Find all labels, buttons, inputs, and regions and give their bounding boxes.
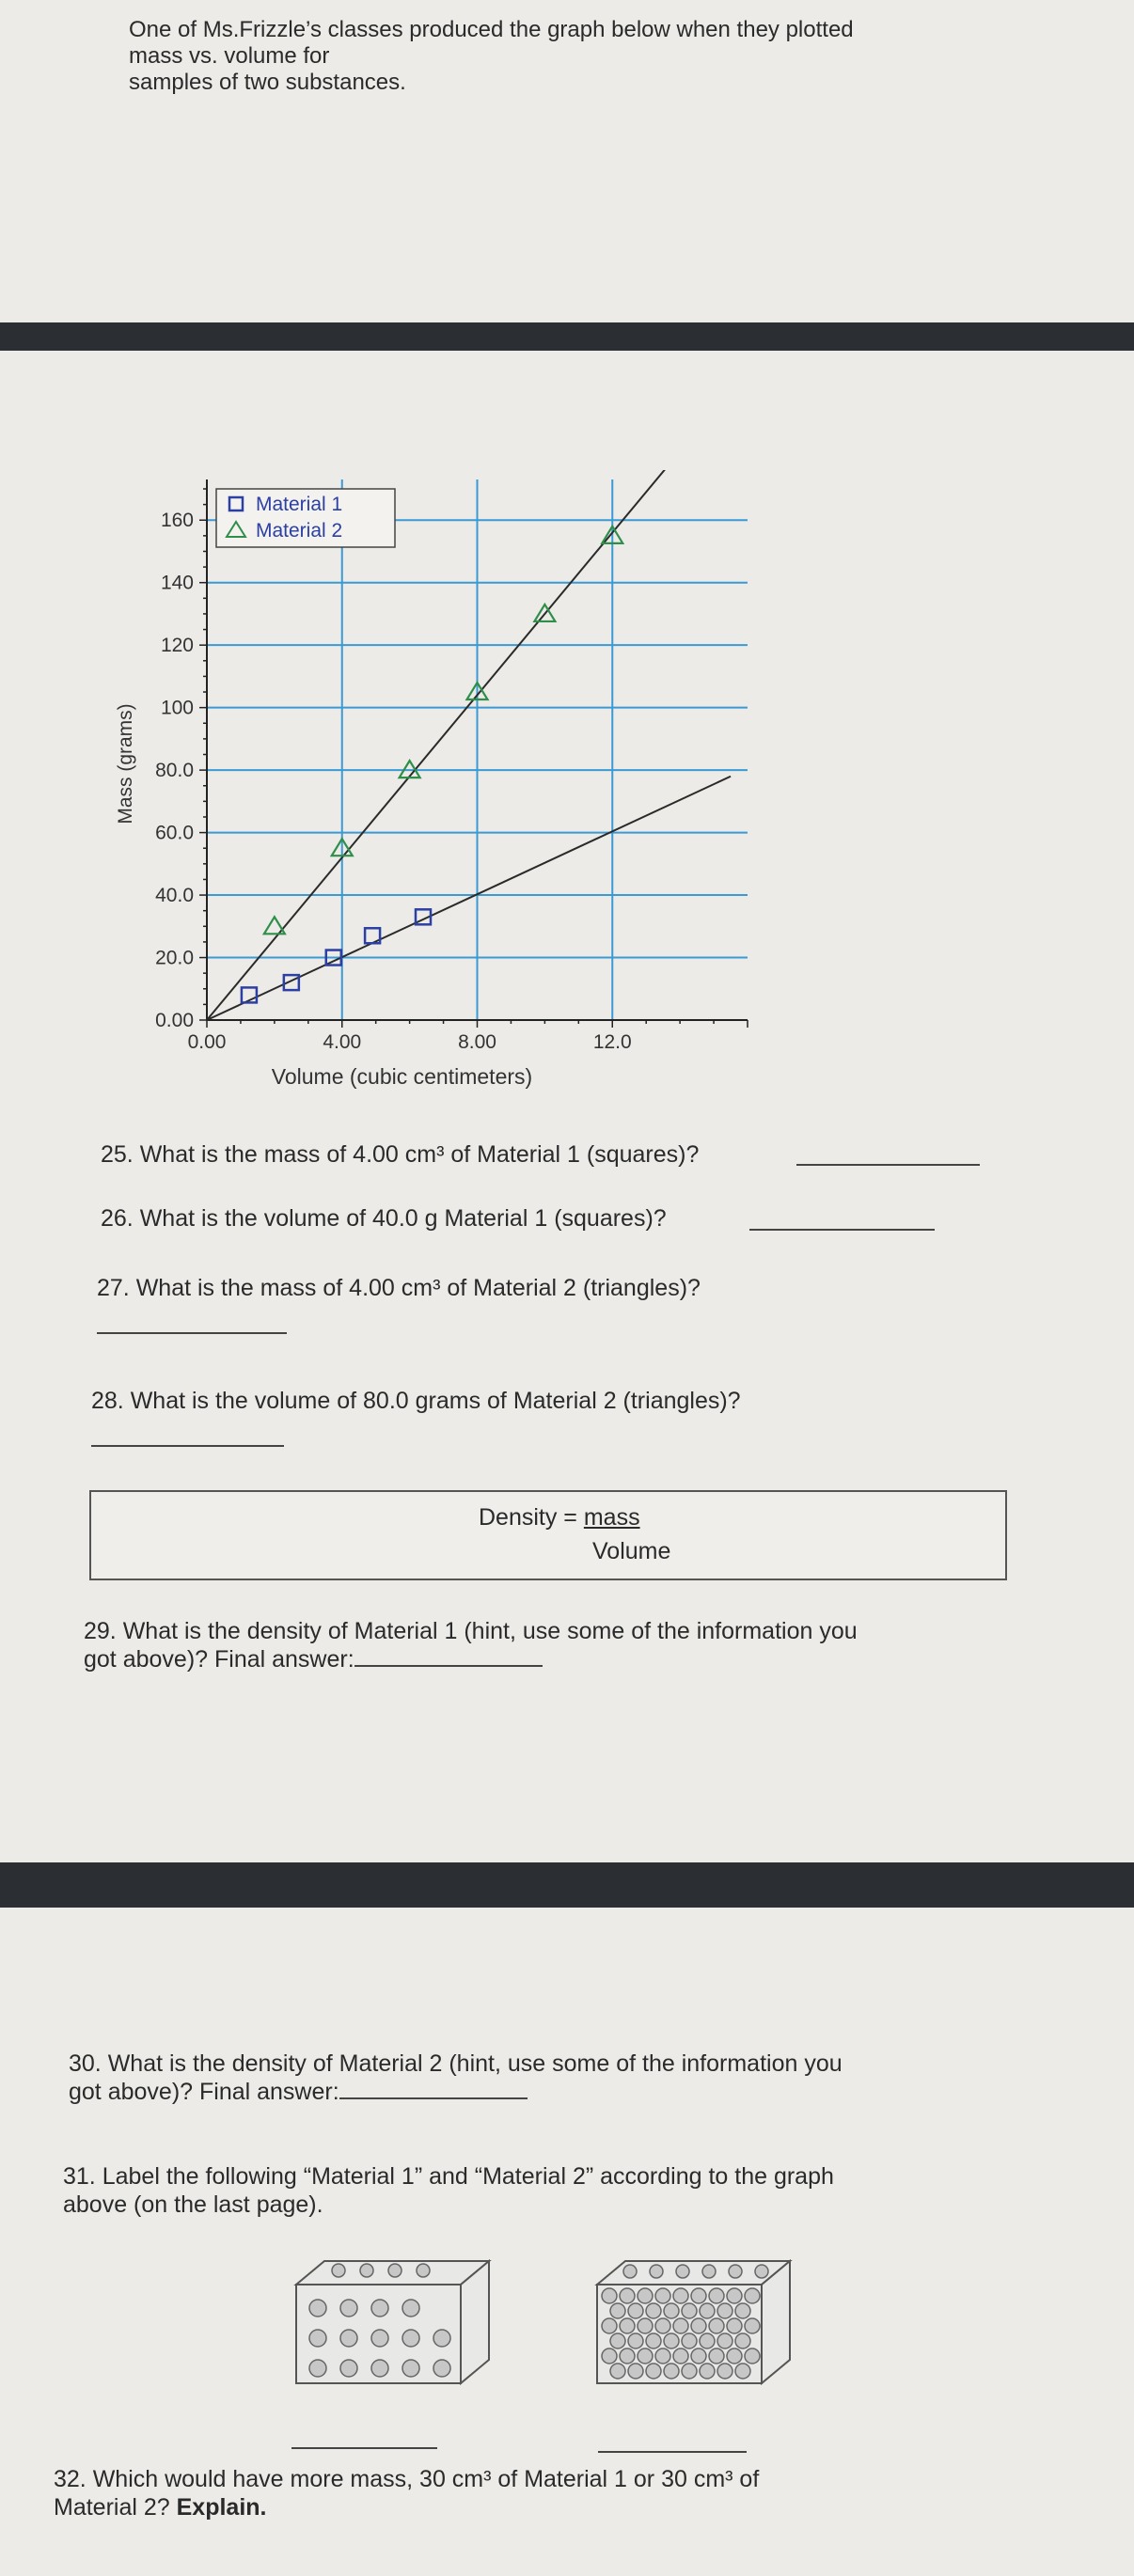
particle-dot (735, 2333, 750, 2348)
particle-dot (682, 2333, 697, 2348)
question-27-text: 27. What is the mass of 4.00 cm³ of Material 2 (triangles)? (97, 1275, 701, 1301)
particle-dot (682, 2303, 697, 2318)
particle-dot (709, 2348, 724, 2364)
particle-dot (402, 2300, 419, 2317)
intro-text (129, 17, 854, 96)
y-axis-label: Mass (grams) (115, 703, 136, 825)
particle-dot (602, 2348, 617, 2364)
particle-dot (650, 2265, 663, 2278)
question-28-text: 28. What is the volume of 80.0 grams of Material 2 (triangles)? (91, 1388, 741, 1414)
question-30 (69, 2050, 843, 2106)
x-tick-label: 0.00 (187, 1031, 227, 1053)
particle-dot (646, 2364, 661, 2379)
y-tick-label: 60.0 (155, 822, 194, 844)
question-31-line-1: 31. Label the following “Material 1” and “Material 2” according to the graph (63, 2163, 834, 2190)
question-25 (101, 1140, 699, 1169)
particle-dot (664, 2364, 679, 2379)
question-31 (63, 2162, 834, 2219)
particle-dot (340, 2330, 357, 2347)
particle-dot (655, 2318, 670, 2333)
particle-dot (628, 2303, 643, 2318)
particle-dot (700, 2333, 715, 2348)
particle-dot (638, 2318, 653, 2333)
answer-line-28[interactable] (91, 1445, 284, 1447)
particle-dot (646, 2303, 661, 2318)
particle-dot (709, 2318, 724, 2333)
particle-dot (360, 2264, 373, 2277)
cube-dense-particles (583, 2256, 799, 2388)
particle-dot (371, 2330, 388, 2347)
particle-dot (309, 2300, 326, 2317)
particle-dot (673, 2348, 688, 2364)
question-32-line-2-wrap (54, 2493, 759, 2521)
particle-dot (332, 2264, 345, 2277)
question-29-line-2-wrap (84, 1645, 858, 1673)
label-line-cube-2[interactable] (598, 2451, 747, 2453)
particle-dot (717, 2333, 732, 2348)
mass-volume-chart (0, 470, 1134, 1109)
particle-dot (655, 2348, 670, 2364)
intro-line-3: samples of two substances. (129, 70, 406, 95)
particle-dot (717, 2364, 732, 2379)
density-formula-denominator: Volume (592, 1538, 671, 1564)
particle-dot (610, 2364, 625, 2379)
particle-dot (340, 2300, 357, 2317)
question-31-line-2: above (on the last page). (63, 2191, 323, 2218)
particle-dot (388, 2264, 402, 2277)
particle-dot (655, 2288, 670, 2303)
particle-dot (628, 2333, 643, 2348)
fit-line-1 (207, 777, 731, 1020)
particle-dot (745, 2348, 760, 2364)
label-line-cube-1[interactable] (291, 2447, 437, 2449)
answer-line-29[interactable] (354, 1646, 543, 1667)
y-tick-label: 140 (160, 572, 194, 594)
particle-dot (702, 2265, 716, 2278)
particle-dot (402, 2360, 419, 2377)
particle-dot (676, 2265, 689, 2278)
particle-dot (602, 2288, 617, 2303)
question-30-line-1: 30. What is the density of Material 2 (hint, use some of the information you (69, 2050, 843, 2077)
question-32 (54, 2465, 759, 2521)
page-divider-top (0, 322, 1134, 351)
particle-dot (691, 2318, 706, 2333)
particle-dot (610, 2303, 625, 2318)
y-tick-label: 80.0 (155, 760, 194, 782)
question-29 (84, 1617, 858, 1673)
particle-dot (433, 2330, 450, 2347)
particle-dot (628, 2364, 643, 2379)
question-32-line-2b: Explain. (176, 2494, 267, 2521)
particle-dot (309, 2330, 326, 2347)
x-tick-label: 8.00 (458, 1031, 496, 1053)
y-tick-label: 20.0 (155, 947, 194, 969)
question-32-line-2a: Material 2? (54, 2494, 177, 2521)
intro-line-1: One of Ms.Frizzle’s classes produced the graph below when they plotted (129, 17, 854, 42)
question-32-line-1: 32. Which would have more mass, 30 cm³ of Material 1 or 30 cm³ of (54, 2466, 760, 2492)
question-27 (97, 1274, 701, 1302)
page-divider-middle (0, 1862, 1134, 1908)
particle-dot (727, 2318, 742, 2333)
answer-line-30[interactable] (339, 2079, 528, 2099)
particle-dot (646, 2333, 661, 2348)
density-formula-left: Density = (479, 1504, 584, 1531)
particle-dot (682, 2364, 697, 2379)
y-tick-label: 100 (160, 697, 194, 719)
particle-dot (371, 2300, 388, 2317)
particle-dot (638, 2348, 653, 2364)
particle-dot (371, 2360, 388, 2377)
particle-dot (735, 2364, 750, 2379)
particle-dot (620, 2348, 635, 2364)
particle-dot (602, 2318, 617, 2333)
particle-dot (620, 2288, 635, 2303)
particle-dot (620, 2318, 635, 2333)
cube-sparse-particles (282, 2256, 498, 2388)
question-29-line-1: 29. What is the density of Material 1 (hint, use some of the information you (84, 1618, 858, 1644)
density-formula (479, 1503, 640, 1531)
particle-dot (673, 2318, 688, 2333)
question-25-text: 25. What is the mass of 4.00 cm³ of Material 1 (squares)? (101, 1141, 700, 1168)
particle-dot (664, 2333, 679, 2348)
x-tick-label: 4.00 (323, 1031, 362, 1053)
particle-dot (610, 2333, 625, 2348)
particle-dot (691, 2288, 706, 2303)
particle-dot (700, 2364, 715, 2379)
particle-dot (745, 2318, 760, 2333)
chart-legend (216, 489, 395, 547)
particle-dot (309, 2360, 326, 2377)
question-26 (101, 1204, 667, 1233)
intro-line-2: mass vs. volume for (129, 43, 330, 69)
particle-dot (700, 2303, 715, 2318)
density-formula-box (89, 1490, 1007, 1580)
particle-dot (755, 2265, 768, 2278)
question-29-line-2: got above)? Final answer: (84, 1646, 354, 1673)
answer-line-25[interactable] (796, 1164, 980, 1166)
question-30-line-2-wrap (69, 2078, 843, 2106)
particle-dot (727, 2348, 742, 2364)
particle-dot (745, 2288, 760, 2303)
y-tick-label: 0.00 (155, 1010, 194, 1031)
particle-dot (340, 2360, 357, 2377)
x-axis-label: Volume (cubic centimeters) (271, 1064, 533, 1089)
x-tick-label: 12.0 (592, 1031, 632, 1053)
particle-dot (727, 2288, 742, 2303)
particle-dot (729, 2265, 742, 2278)
question-30-line-2: got above)? Final answer: (69, 2079, 339, 2105)
particle-dot (691, 2348, 706, 2364)
legend-label-2: Material 2 (256, 520, 343, 542)
particle-dot (664, 2303, 679, 2318)
particle-dot (709, 2288, 724, 2303)
question-26-text: 26. What is the volume of 40.0 g Material 1 (squares)? (101, 1205, 667, 1232)
answer-line-26[interactable] (749, 1229, 935, 1231)
y-tick-label: 120 (160, 635, 194, 657)
fit-line-2 (207, 470, 680, 1020)
particle-dot (735, 2303, 750, 2318)
particle-dot (623, 2265, 637, 2278)
particle-dot (638, 2288, 653, 2303)
answer-line-27[interactable] (97, 1332, 287, 1334)
particle-dot (417, 2264, 430, 2277)
particle-dot (402, 2330, 419, 2347)
density-formula-numerator: mass (583, 1504, 640, 1531)
y-tick-label: 40.0 (155, 885, 194, 907)
question-28 (91, 1387, 741, 1415)
legend-label-1: Material 1 (256, 494, 343, 515)
particle-dot (433, 2360, 450, 2377)
y-tick-label: 160 (160, 510, 194, 532)
particle-dot (717, 2303, 732, 2318)
particle-dot (673, 2288, 688, 2303)
